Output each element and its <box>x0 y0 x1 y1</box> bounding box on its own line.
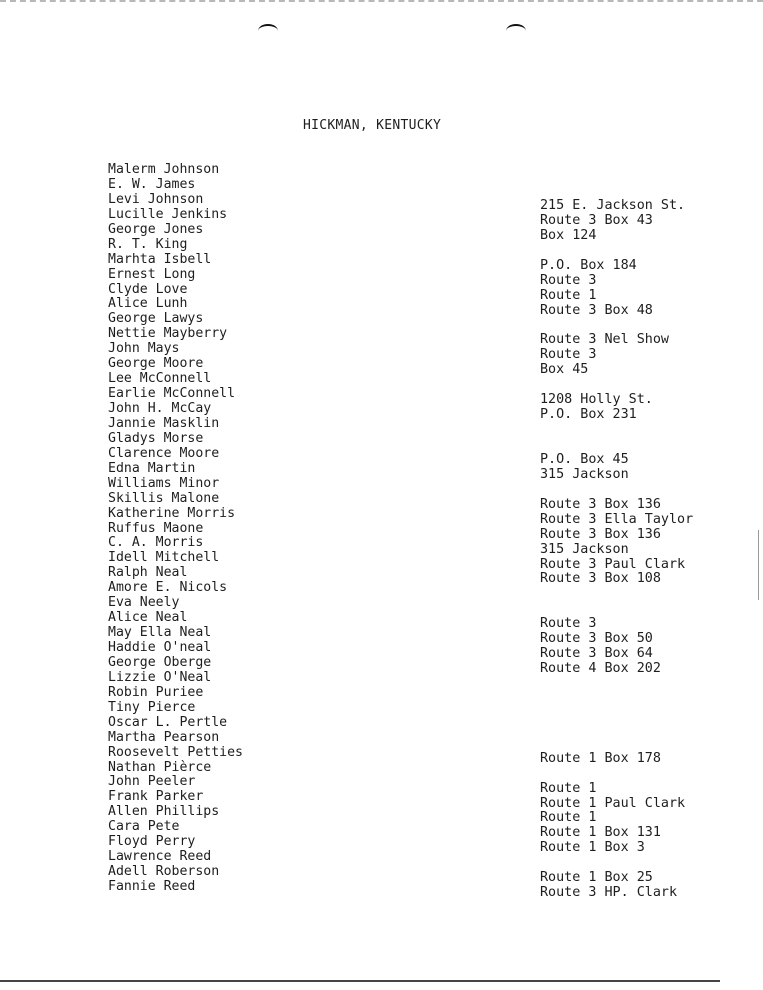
address-entry <box>540 856 693 871</box>
name-entry: George Oberge <box>108 654 212 670</box>
address-entry: Route 1 Paul Clark <box>540 795 686 811</box>
address-entry <box>540 707 693 722</box>
address-entry: Route 3 <box>540 347 597 363</box>
name-entry: Fannie Reed <box>108 879 196 894</box>
name-entry: Ruffus Maone <box>108 520 204 536</box>
address-entry: Route 3 <box>540 616 597 632</box>
name-entry: Robin Puriee <box>108 684 204 700</box>
name-entry: George Jones <box>108 221 204 237</box>
name-entry: Ralph Neal <box>108 565 188 581</box>
address-entry <box>540 602 693 617</box>
address-entry: 315 Jackson <box>540 541 629 557</box>
name-entry: Marhta Isbell <box>108 251 212 267</box>
address-entry: P.O. Box 184 <box>540 257 637 273</box>
address-entry: Route 3 Nel Show <box>540 332 669 348</box>
address-entry: Route 1 Box 131 <box>540 825 661 841</box>
address-entry: 315 Jackson <box>540 466 629 482</box>
name-entry: Clyde Love <box>108 281 188 297</box>
bottom-rule <box>0 980 720 982</box>
name-entry: May Ella Neal <box>108 625 212 641</box>
name-entry: Martha Pearson <box>108 729 220 745</box>
address-entry <box>540 319 693 334</box>
binder-clip-mark-right <box>506 24 526 38</box>
name-entry: Haddie O'neal <box>108 640 212 655</box>
address-entry: Route 4 Box 202 <box>540 661 661 677</box>
address-entry: Route 1 Box 3 <box>540 840 645 856</box>
name-entry: Lawrence Reed <box>108 849 212 865</box>
name-entry: John Peeler <box>108 774 196 790</box>
name-entry: Tiny Pierce <box>108 699 196 715</box>
name-entry: Williams Minor <box>108 475 220 491</box>
name-entry: Skillis Malone <box>108 490 220 506</box>
address-entry: Route 1 Box 25 <box>540 870 653 886</box>
address-entry <box>540 722 693 737</box>
address-entry <box>540 244 693 259</box>
name-entry: Lizzie O'Neal <box>108 669 212 685</box>
address-entry: P.O. Box 45 <box>540 451 629 467</box>
name-entry: Idell Mitchell <box>108 550 220 566</box>
name-entry: Allen Phillips <box>108 804 220 820</box>
address-entry: 1208 Holly St. <box>540 392 653 408</box>
address-entry <box>540 587 693 602</box>
page-title: HICKMAN, KENTUCKY <box>303 118 442 133</box>
name-entry: Lee McConnell <box>108 371 212 387</box>
name-entry: Nathan Pièrce <box>108 759 212 775</box>
address-entry: Route 1 <box>540 287 597 303</box>
address-entry <box>540 378 693 393</box>
name-entry: Alice Neal <box>108 610 188 626</box>
name-entry: E. W. James <box>108 176 196 192</box>
name-entry: Alice Lunh <box>108 296 188 312</box>
name-entry: Malerm Johnson <box>108 162 220 177</box>
address-entry: 215 E. Jackson St. <box>540 198 686 213</box>
name-entry: Clarence Moore <box>108 445 220 461</box>
name-entry: C. A. Morris <box>108 535 204 551</box>
name-entry: Jannie Masklin <box>108 415 220 431</box>
address-entry: Route 3 Box 136 <box>540 526 661 542</box>
name-entry: Ernest Long <box>108 266 196 282</box>
name-entry: Frank Parker <box>108 789 204 805</box>
names-column <box>108 163 243 895</box>
name-entry: Edna Martin <box>108 460 196 476</box>
address-entry: Route 3 Box 48 <box>540 302 653 318</box>
address-entry: Route 3 <box>540 272 597 288</box>
name-entry: Katherine Morris <box>108 505 236 521</box>
address-entry: Route 3 HP. Clark <box>540 885 678 901</box>
address-entry <box>540 438 693 453</box>
name-entry: Earlie McConnell <box>108 386 236 402</box>
address-entry: P.O. Box 231 <box>540 407 637 423</box>
address-entry: Route 3 Box 136 <box>540 496 661 512</box>
address-entry: Route 3 Box 64 <box>540 646 653 662</box>
address-entry: Box 45 <box>540 362 589 378</box>
address-entry <box>540 677 693 692</box>
name-entry: Gladys Morse <box>108 430 204 446</box>
address-entry <box>540 483 693 498</box>
scan-mark <box>758 530 759 600</box>
address-entry <box>540 423 693 438</box>
address-entry: Route 3 Ella Taylor <box>540 511 694 527</box>
address-entry: Route 3 Box 108 <box>540 571 661 587</box>
name-entry: R. T. King <box>108 236 188 252</box>
name-entry: Adell Roberson <box>108 864 220 880</box>
name-entry: Eva Neely <box>108 595 180 611</box>
address-entry: Route 1 Box 178 <box>540 750 661 766</box>
name-entry: Roosevelt Petties <box>108 744 243 760</box>
address-entry: Route 3 Box 50 <box>540 631 653 647</box>
address-entry: Route 3 Paul Clark <box>540 556 686 572</box>
address-entry: Route 3 Box 43 <box>540 212 653 228</box>
address-entry: Box 124 <box>540 227 597 243</box>
name-entry: George Lawys <box>108 311 204 327</box>
name-entry: John H. McCay <box>108 401 212 416</box>
name-entry: John Mays <box>108 341 180 357</box>
address-entry: Route 1 <box>540 810 597 826</box>
name-entry: Nettie Mayberry <box>108 326 228 342</box>
address-entry <box>540 767 693 782</box>
address-entry: Route 1 <box>540 780 597 796</box>
name-entry: Amore E. Nicols <box>108 580 228 596</box>
addresses-column <box>540 199 693 901</box>
name-entry: Floyd Perry <box>108 834 196 850</box>
name-entry: George Moore <box>108 356 204 372</box>
binder-clip-mark-left <box>258 24 278 38</box>
name-entry: Lucille Jenkins <box>108 206 228 222</box>
address-entry <box>540 737 693 752</box>
name-entry: Cara Pete <box>108 819 180 835</box>
perforation-edge <box>0 0 763 5</box>
name-entry: Oscar L. Pertle <box>108 714 228 730</box>
address-entry <box>540 692 693 707</box>
name-entry: Levi Johnson <box>108 191 204 207</box>
